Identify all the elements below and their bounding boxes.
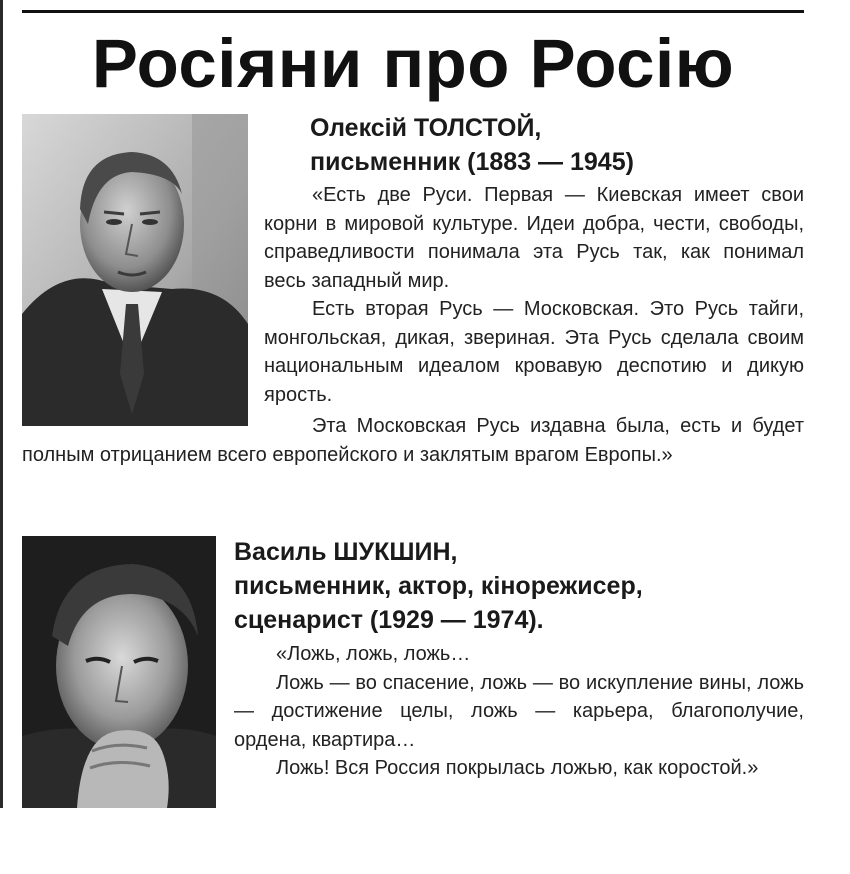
author-name-line: Василь ШУКШИН, <box>234 538 458 566</box>
author-name-shukshin <box>234 535 643 637</box>
quote-shukshin <box>234 640 804 783</box>
top-rule <box>22 10 804 13</box>
quote-paragraph: «Ложь, ложь, ложь… <box>276 643 471 665</box>
author-role-line: сценарист (1929 — 1974). <box>234 606 544 634</box>
quote-tolstoy-wide <box>22 412 804 469</box>
quote-tolstoy-top <box>264 181 804 409</box>
portrait-tolstoy <box>22 114 248 426</box>
quote-paragraph: Ложь! Вся Россия покрылась ложью, как коростой.» <box>276 757 759 779</box>
page-headline: Росіяни про Росію <box>91 25 735 102</box>
author-role-line: письменник (1883 — 1945) <box>310 148 634 176</box>
author-name-line: Олексій ТОЛСТОЙ, <box>310 114 542 142</box>
quote-paragraph: Эта Московская Русь издавна была, есть и будет полным отрицанием всего европейского и заклятым врагом Европы.» <box>22 415 804 466</box>
quote-paragraph: «Есть две Руси. Первая — Киевская имеет свои корни в мировой культуре. Идеи добра, чести, свободы, справедливости понимала эта Русь так, как понимал весь западный мир. <box>264 184 804 292</box>
quote-paragraph: Ложь — во спасение, ложь — во искупление вины, ложь — достижение целы, ложь — карьера, благополучие, ордена, квартира… <box>234 671 804 751</box>
left-column-rule <box>0 0 3 808</box>
author-role-line: письменник, актор, кінорежисер, <box>234 572 643 600</box>
quote-paragraph: Есть вторая Русь — Московская. Это Русь тайги, монгольская, дикая, звериная. Эта Русь сделала своим национальным идеалом кровавую деспотию и дикую ярость. <box>264 298 804 406</box>
author-name-tolstoy <box>310 111 634 179</box>
portrait-shukshin <box>22 536 216 808</box>
